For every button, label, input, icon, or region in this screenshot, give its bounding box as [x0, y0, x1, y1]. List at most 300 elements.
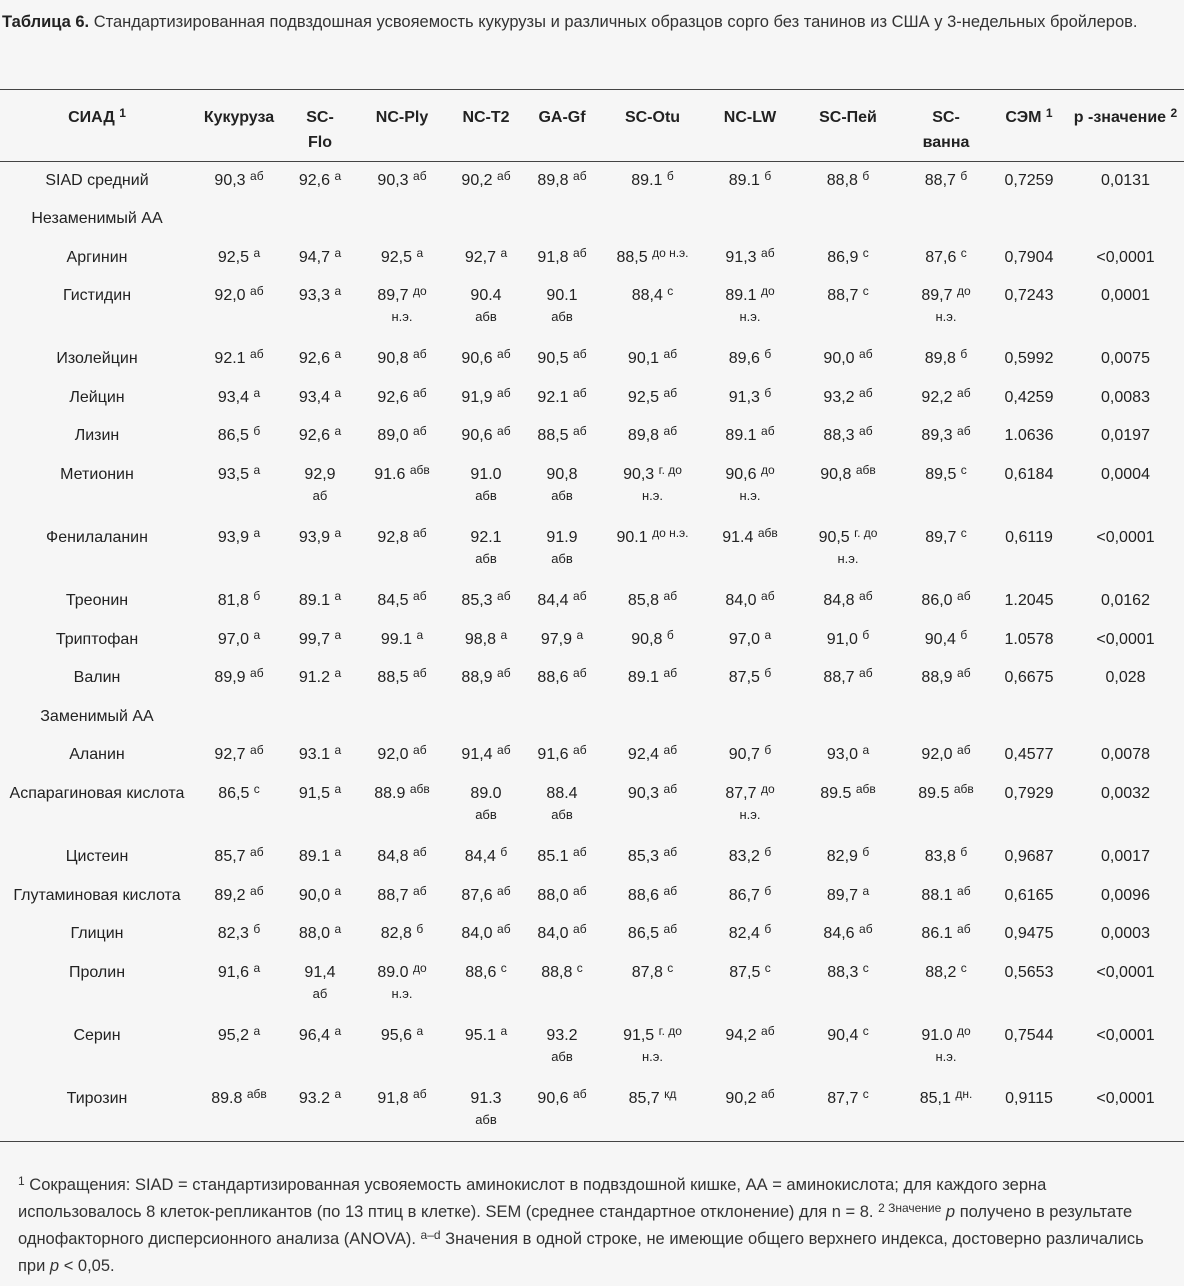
cell-value: 90,0 [298, 886, 330, 904]
cell-superscript-continued: н.э. [739, 488, 761, 504]
table-cell [524, 379, 600, 418]
cell-superscript: с [862, 1023, 869, 1038]
cell-superscript: аб [663, 743, 678, 758]
table-cell [356, 417, 448, 456]
footnote-1-text: Сокращения: SIAD = стандартизированная усвояемость аминокислот в подвздошной кишке, АА = аминокислота; для каждого зерна использовалось 8 клеток-репликантов (по 13 птиц в клетке). SEM (среднее стандартное отклонение) для n = 8. [18, 1176, 1047, 1221]
cell-value: 91.3 [470, 1089, 502, 1107]
cell-superscript: аб [859, 922, 873, 937]
cell-superscript: аб [573, 347, 587, 362]
table-row [0, 456, 1184, 519]
cell-value: 88,8 [826, 172, 858, 189]
cell-value: <0,0001 [1096, 963, 1155, 981]
cell-value: 0,4577 [1004, 746, 1054, 764]
table-cell [795, 659, 901, 698]
table-cell [524, 954, 600, 1017]
footnote-3-end: < 0,05. [63, 1257, 115, 1275]
cell-value: 88,8 [541, 963, 573, 981]
table-cell [524, 162, 600, 201]
cell-superscript: аб [413, 589, 427, 604]
table-cell [600, 1017, 705, 1080]
table-cell [356, 582, 448, 621]
cell-superscript: б [960, 169, 968, 183]
column-header [1067, 90, 1184, 162]
table-cell [991, 1017, 1067, 1080]
row-label-text: Метионин [60, 466, 134, 484]
table-cell [284, 162, 356, 201]
cell-superscript: аб [413, 169, 427, 183]
table-cell [1067, 877, 1184, 916]
cell-value: 88,0 [537, 886, 569, 904]
table-cell [524, 1017, 600, 1080]
row-label-text: Лизин [74, 427, 120, 445]
cell-value: 0,0083 [1101, 388, 1150, 406]
cell-superscript: а [253, 526, 261, 541]
row-label [0, 519, 194, 582]
cell-superscript: б [764, 845, 772, 860]
cell-value: 92.1 [470, 529, 502, 547]
table-cell [448, 456, 524, 519]
cell-value: 92,7 [214, 746, 246, 764]
table-cell [284, 659, 356, 698]
footnote-p-symbol: p [945, 1203, 956, 1221]
cell-superscript: аб [497, 385, 511, 400]
cell-value: 84,0 [725, 592, 757, 610]
cell-value: 84,0 [537, 925, 569, 943]
table-row [0, 1017, 1184, 1080]
table-cell [795, 519, 901, 582]
row-label-text: Валин [73, 669, 121, 687]
cell-value: <0,0001 [1096, 1026, 1155, 1044]
cell-value: 0,0017 [1101, 848, 1150, 866]
cell-superscript: б [862, 845, 870, 860]
cell-value: 91,8 [537, 248, 569, 266]
row-label [0, 621, 194, 660]
cell-value: 92,0 [214, 287, 246, 305]
table-cell [356, 838, 448, 877]
cell-superscript: аб [573, 385, 587, 400]
table-cell [901, 775, 991, 838]
table-cell [991, 1080, 1067, 1142]
table-cell [901, 736, 991, 775]
table-cell [705, 456, 795, 519]
table-cell [901, 582, 991, 621]
cell-value: 87,6 [461, 886, 493, 904]
column-header-text: NC-Ply [375, 109, 429, 126]
table-row [0, 417, 1184, 456]
cell-superscript: а [334, 883, 342, 898]
cell-value: 90,3 [214, 172, 246, 189]
cell-superscript-continued: абв [475, 551, 497, 567]
table-row [0, 379, 1184, 418]
row-label [0, 915, 194, 954]
cell-superscript: аб [413, 385, 427, 400]
cell-superscript: а [416, 245, 424, 260]
cell-value: 92,8 [377, 529, 409, 547]
table-row [0, 736, 1184, 775]
cell-value: 84,4 [537, 592, 569, 610]
cell-value: 85,7 [214, 848, 246, 866]
table-cell [991, 379, 1067, 418]
row-label-text: SIAD средний [45, 172, 149, 189]
cell-value: 92,0 [921, 746, 953, 764]
section-filler [194, 200, 1184, 239]
cell-superscript: аб [761, 1086, 775, 1101]
table-cell [1067, 162, 1184, 201]
cell-superscript: аб [573, 922, 587, 937]
cell-superscript: а [334, 385, 342, 400]
table-cell [194, 277, 284, 340]
cell-superscript: а [416, 627, 424, 642]
cell-value: 91,4 [304, 963, 336, 981]
cell-value: 93,0 [826, 746, 858, 764]
cell-superscript: аб [573, 743, 587, 758]
table-cell [600, 379, 705, 418]
cell-superscript: а [334, 284, 342, 299]
table-cell [1067, 621, 1184, 660]
cell-value: 89,0 [377, 427, 409, 445]
table-cell [356, 456, 448, 519]
row-label [0, 456, 194, 519]
cell-value: 89.1 [298, 848, 330, 866]
column-header [705, 90, 795, 162]
cell-superscript-continued: абв [551, 807, 573, 823]
cell-superscript: с [862, 284, 869, 299]
cell-value: 88,0 [298, 925, 330, 943]
row-label [0, 200, 194, 239]
row-label-text: Заменимый АА [40, 707, 154, 725]
table-cell [356, 736, 448, 775]
cell-value: 88,7 [377, 886, 409, 904]
cell-value: 92,0 [377, 746, 409, 764]
cell-value: 85,7 [628, 1089, 660, 1107]
table-cell [448, 340, 524, 379]
table-row [0, 954, 1184, 1017]
table-footnotes [18, 1172, 1168, 1280]
table-cell [795, 456, 901, 519]
cell-value: 91.0 [470, 466, 502, 484]
cell-value: 87,5 [729, 963, 761, 981]
cell-value: 0,0032 [1101, 785, 1150, 803]
column-header-text: СИАД [68, 109, 115, 126]
cell-superscript: аб [957, 589, 971, 604]
cell-value: 89,8 [627, 427, 660, 445]
cell-superscript: аб [761, 245, 775, 260]
table-cell [284, 239, 356, 278]
column-header-footnote: 1 [119, 106, 126, 120]
cell-superscript-continued: н.э. [391, 985, 413, 1001]
cell-superscript: аб [413, 347, 427, 362]
cell-superscript: абв [953, 782, 974, 797]
cell-superscript: кд [664, 1086, 677, 1101]
table-cell [600, 239, 705, 278]
cell-superscript: с [960, 463, 967, 478]
table-cell [356, 340, 448, 379]
table-cell [1067, 277, 1184, 340]
row-label [0, 954, 194, 1017]
cell-value: 90,7 [728, 746, 760, 764]
column-header-text: SC-Otu [624, 109, 681, 126]
table-cell [600, 582, 705, 621]
table-cell [705, 915, 795, 954]
column-header-footnote: 2 [1170, 106, 1178, 120]
table-cell [901, 456, 991, 519]
cell-value: 89,3 [921, 427, 953, 445]
cell-superscript: до [956, 1023, 971, 1038]
table-cell [795, 954, 901, 1017]
table-cell [524, 775, 600, 838]
table-cell [284, 379, 356, 418]
section-row [0, 200, 1184, 239]
table-cell [901, 162, 991, 201]
table-cell [448, 379, 524, 418]
table-cell [448, 277, 524, 340]
cell-value: 89.1 [725, 287, 757, 305]
row-label-text: Незаменимый АА [31, 210, 163, 228]
cell-value: 97,0 [217, 630, 249, 648]
cell-superscript: аб [957, 666, 971, 681]
table-cell [901, 659, 991, 698]
cell-value: 91,5 [298, 785, 330, 803]
table-cell [1067, 775, 1184, 838]
cell-value: 93,4 [217, 388, 249, 406]
table-cell [284, 456, 356, 519]
cell-superscript-continued: н.э. [641, 1048, 664, 1064]
cell-value: 86.1 [921, 925, 953, 943]
cell-value: 0,6119 [1005, 529, 1053, 547]
cell-superscript-continued: н.э. [739, 309, 761, 325]
cell-value: 90,8 [377, 350, 409, 368]
table-cell [194, 621, 284, 660]
table-cell [991, 915, 1067, 954]
cell-value: 90,6 [461, 350, 493, 368]
cell-superscript-continued: н.э. [935, 309, 957, 325]
table-cell [795, 915, 901, 954]
cell-superscript: аб [573, 424, 587, 439]
cell-value: 1.0578 [1004, 630, 1054, 648]
cell-superscript: аб [859, 385, 873, 400]
cell-value: 91,3 [728, 388, 760, 406]
cell-value: 0,7544 [1004, 1026, 1054, 1044]
table-cell [448, 736, 524, 775]
cell-value: 0,0075 [1101, 350, 1150, 368]
cell-superscript: а [334, 743, 342, 758]
cell-value: 97,9 [540, 630, 572, 648]
cell-superscript: г. до [854, 526, 878, 541]
cell-value: 89,8 [924, 350, 956, 368]
table-cell [194, 162, 284, 201]
cell-value: 87,6 [925, 248, 957, 266]
cell-value: 88.9 [374, 785, 406, 803]
table-cell [194, 340, 284, 379]
table-cell [194, 379, 284, 418]
table-cell [795, 736, 901, 775]
table-row [0, 340, 1184, 379]
cell-superscript: а [253, 245, 261, 260]
table-cell [795, 162, 901, 201]
table-cell [795, 379, 901, 418]
cell-value: 90,6 [461, 427, 493, 445]
cell-superscript: г. до [658, 1023, 682, 1038]
cell-value: 90,0 [823, 350, 855, 368]
cell-value: 83,8 [924, 848, 956, 866]
cell-value: 84,8 [377, 848, 409, 866]
column-header [448, 90, 524, 162]
cell-superscript: до н.э. [652, 526, 689, 541]
table-cell [284, 417, 356, 456]
data-table [0, 89, 1184, 1142]
cell-superscript: с [960, 960, 967, 975]
table-cell [356, 519, 448, 582]
cell-superscript: аб [497, 589, 511, 604]
cell-value: 88,6 [627, 886, 660, 904]
table-cell [1067, 1080, 1184, 1142]
table-cell [901, 519, 991, 582]
cell-superscript: аб [250, 845, 264, 860]
cell-superscript: б [862, 169, 870, 183]
row-label-text: Изолейцин [56, 350, 138, 368]
cell-value: 90,8 [631, 630, 663, 648]
cell-superscript: аб [573, 845, 587, 860]
row-label [0, 1080, 194, 1142]
row-label [0, 340, 194, 379]
cell-value: 86,5 [218, 785, 250, 803]
cell-value: 89.1 [631, 172, 663, 189]
cell-value: 84,0 [461, 925, 493, 943]
cell-superscript: абв [757, 526, 778, 541]
cell-value: 99,7 [298, 630, 330, 648]
cell-superscript: а [576, 627, 584, 642]
cell-superscript: а [500, 627, 508, 642]
table-row [0, 162, 1184, 201]
cell-value: 90,1 [627, 350, 660, 368]
cell-superscript: с [960, 526, 967, 541]
cell-value: 88,7 [924, 172, 956, 189]
cell-superscript: с [253, 782, 260, 797]
table-cell [1067, 659, 1184, 698]
cell-superscript: б [764, 743, 772, 758]
table-cell [991, 659, 1067, 698]
cell-value: 0,0096 [1101, 886, 1150, 904]
cell-superscript-continued: н.э. [641, 488, 664, 504]
row-label-text: Треонин [65, 592, 129, 610]
cell-value: 89,8 [537, 172, 569, 189]
cell-value: 0,028 [1105, 669, 1146, 687]
table-cell [901, 877, 991, 916]
table-cell [284, 519, 356, 582]
footnote-p-symbol-2: p [49, 1257, 60, 1275]
table-cell [901, 277, 991, 340]
cell-value: 88,5 [537, 427, 569, 445]
cell-value: 97,0 [728, 630, 760, 648]
cell-superscript: а [334, 922, 342, 937]
cell-superscript: а [862, 743, 870, 758]
column-header [194, 90, 284, 162]
column-header [524, 90, 600, 162]
table-cell [284, 582, 356, 621]
table-cell [284, 1080, 356, 1142]
cell-superscript: б [960, 627, 968, 642]
table-cell [284, 838, 356, 877]
table-cell [705, 736, 795, 775]
cell-value: 95.1 [464, 1026, 496, 1044]
row-label [0, 698, 194, 737]
cell-superscript: абв [409, 782, 430, 797]
cell-value: 82,8 [380, 925, 412, 943]
row-label [0, 838, 194, 877]
table-cell [795, 340, 901, 379]
cell-value: 92,5 [380, 248, 412, 266]
cell-superscript: аб [663, 883, 678, 898]
cell-superscript: аб [663, 845, 678, 860]
cell-value: 94,7 [298, 248, 330, 266]
cell-value: 90,5 [537, 350, 569, 368]
cell-value: 91,9 [461, 388, 493, 406]
section-row [0, 698, 1184, 737]
cell-value: 99.1 [380, 630, 412, 648]
table-cell [448, 417, 524, 456]
row-label-text: Пролин [68, 963, 126, 981]
table-cell [600, 621, 705, 660]
cell-superscript: а [334, 526, 342, 541]
table-cell [524, 1080, 600, 1142]
table-cell [705, 417, 795, 456]
cell-superscript: аб [497, 743, 511, 758]
column-header [0, 90, 194, 162]
cell-superscript: аб [250, 347, 264, 362]
table-cell [1067, 838, 1184, 877]
table-cell [705, 519, 795, 582]
cell-value: 88,2 [925, 963, 957, 981]
table-cell [705, 379, 795, 418]
cell-value: <0,0001 [1096, 529, 1155, 547]
table-cell [284, 915, 356, 954]
table-cell [901, 1017, 991, 1080]
cell-superscript-continued: н.э. [837, 551, 859, 567]
cell-value: 86,5 [627, 925, 660, 943]
table-cell [795, 621, 901, 660]
cell-superscript: а [253, 385, 261, 400]
cell-superscript: аб [573, 245, 587, 260]
cell-superscript-continued: аб [312, 488, 328, 504]
table-cell [901, 954, 991, 1017]
cell-superscript-continued: абв [551, 551, 573, 567]
table-cell [448, 239, 524, 278]
cell-superscript: б [960, 845, 968, 860]
row-label-text: Цистеин [65, 848, 129, 866]
cell-value: 91.4 [722, 529, 754, 547]
table-row [0, 838, 1184, 877]
table-cell [901, 417, 991, 456]
table-cell [194, 954, 284, 1017]
table-cell [600, 915, 705, 954]
cell-superscript: аб [859, 347, 873, 362]
cell-superscript-continued: абв [475, 309, 497, 325]
cell-value: 93,9 [298, 529, 330, 547]
column-header-text: SC-Flo [306, 109, 334, 151]
table-cell [901, 340, 991, 379]
row-label [0, 239, 194, 278]
row-label-text: Глицин [70, 925, 124, 943]
cell-superscript: аб [573, 883, 587, 898]
cell-superscript: аб [663, 347, 678, 362]
cell-value: 90,6 [725, 466, 757, 484]
table-cell [356, 277, 448, 340]
table-cell [448, 1080, 524, 1142]
column-header [991, 90, 1067, 162]
cell-value: 91,6 [537, 746, 569, 764]
column-header-text: Кукуруза [203, 109, 275, 126]
cell-value: 92,9 [304, 466, 336, 484]
